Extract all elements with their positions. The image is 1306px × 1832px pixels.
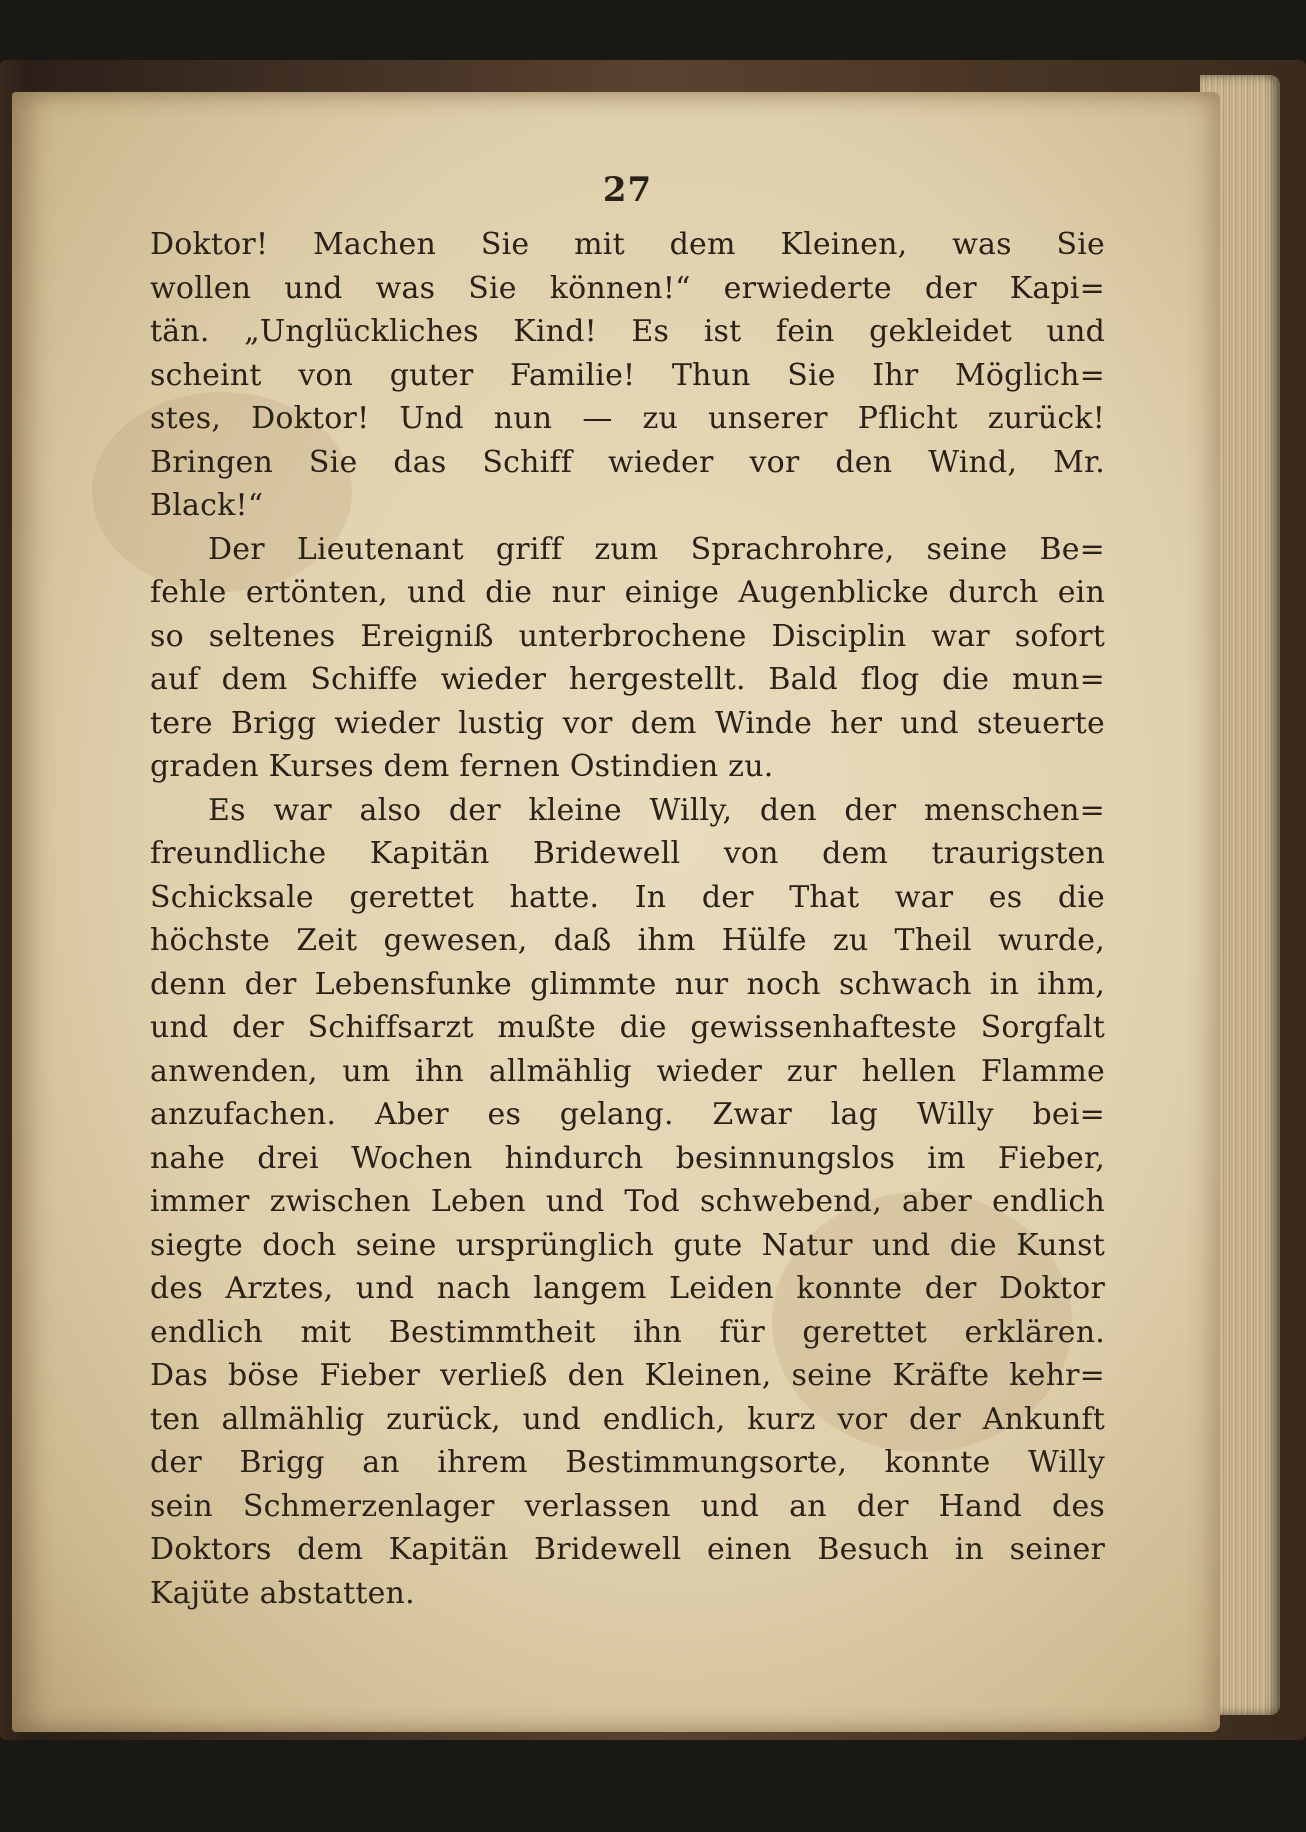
text-line: Black!“	[150, 488, 264, 523]
text-line: Das böse Fieber verließ den Kleinen, seine Kräfte kehr=	[150, 1358, 1105, 1393]
text-line: tän. „Unglückliches Kind! Es ist fein gekleidet und	[150, 314, 1105, 349]
text-line: nahe drei Wochen hindurch besinnungslos im Fieber,	[150, 1140, 1105, 1176]
text-line: denn der Lebensfunke glimmte nur noch schwach in ihm,	[150, 966, 1105, 1002]
text-line: freundliche Kapitän Bridewell von dem traurigsten	[150, 836, 1105, 871]
text-line: ten allmählig zurück, und endlich, kurz vor der Ankunft	[150, 1401, 1105, 1437]
text-line: fehle ertönten, und die nur einige Augenblicke durch ein	[150, 575, 1105, 610]
text-line: Kajüte abstatten.	[150, 1575, 415, 1611]
text-line: so seltenes Ereigniß unterbrochene Disciplin war sofort	[150, 618, 1105, 654]
text-line: graden Kurses dem fernen Ostindien zu.	[150, 749, 774, 784]
text-line: Doktors dem Kapitän Bridewell einen Besuch in seiner	[150, 1532, 1105, 1567]
text-line: Doktor! Machen Sie mit dem Kleinen, was Sie	[150, 227, 1105, 262]
text-line: tere Brigg wieder lustig vor dem Winde her und steuerte	[150, 705, 1105, 741]
text-line: wollen und was Sie können!“ erwiederte der Kapi=	[150, 270, 1105, 306]
text-line: anwenden, um ihn allmählig wieder zur hellen Flamme	[150, 1053, 1105, 1089]
text-line: auf dem Schiffe wieder hergestellt. Bald flog die mun=	[150, 662, 1105, 697]
text-line: immer zwischen Leben und Tod schwebend, aber endlich	[150, 1184, 1105, 1219]
text-line: endlich mit Bestimmtheit ihn für gerettet erklären.	[150, 1314, 1105, 1350]
page-number: 27	[602, 170, 653, 210]
text-line: und der Schiffsarzt mußte die gewissenhafteste Sorgfalt	[150, 1010, 1105, 1045]
text-line: sein Schmerzenlager verlassen und an der Hand des	[150, 1488, 1105, 1524]
text-line: scheint von guter Familie! Thun Sie Ihr Möglich=	[150, 357, 1105, 393]
text-line: siegte doch seine ursprünglich gute Natur und die Kunst	[150, 1227, 1105, 1263]
text-line: höchste Zeit gewesen, daß ihm Hülfe zu Theil wurde,	[150, 923, 1105, 958]
text-line: der Brigg an ihrem Bestimmungsorte, konnte Willy	[150, 1445, 1105, 1480]
page-content	[150, 167, 1105, 1615]
text-block	[150, 223, 1105, 1615]
text-line: Der Lieutenant griff zum Sprachrohre, seine Be=	[208, 531, 1105, 567]
text-line: stes, Doktor! Und nun — zu unserer Pflicht zurück!	[150, 401, 1105, 436]
text-line: anzufachen. Aber es gelang. Zwar lag Willy bei=	[150, 1097, 1105, 1132]
book-page	[12, 92, 1220, 1732]
text-line: Es war also der kleine Willy, den der menschen=	[208, 792, 1105, 828]
text-line: Bringen Sie das Schiff wieder vor den Wind, Mr.	[150, 444, 1105, 480]
text-line: Schicksale gerettet hatte. In der That war es die	[150, 879, 1105, 915]
text-line: des Arztes, und nach langem Leiden konnte der Doktor	[150, 1271, 1105, 1306]
